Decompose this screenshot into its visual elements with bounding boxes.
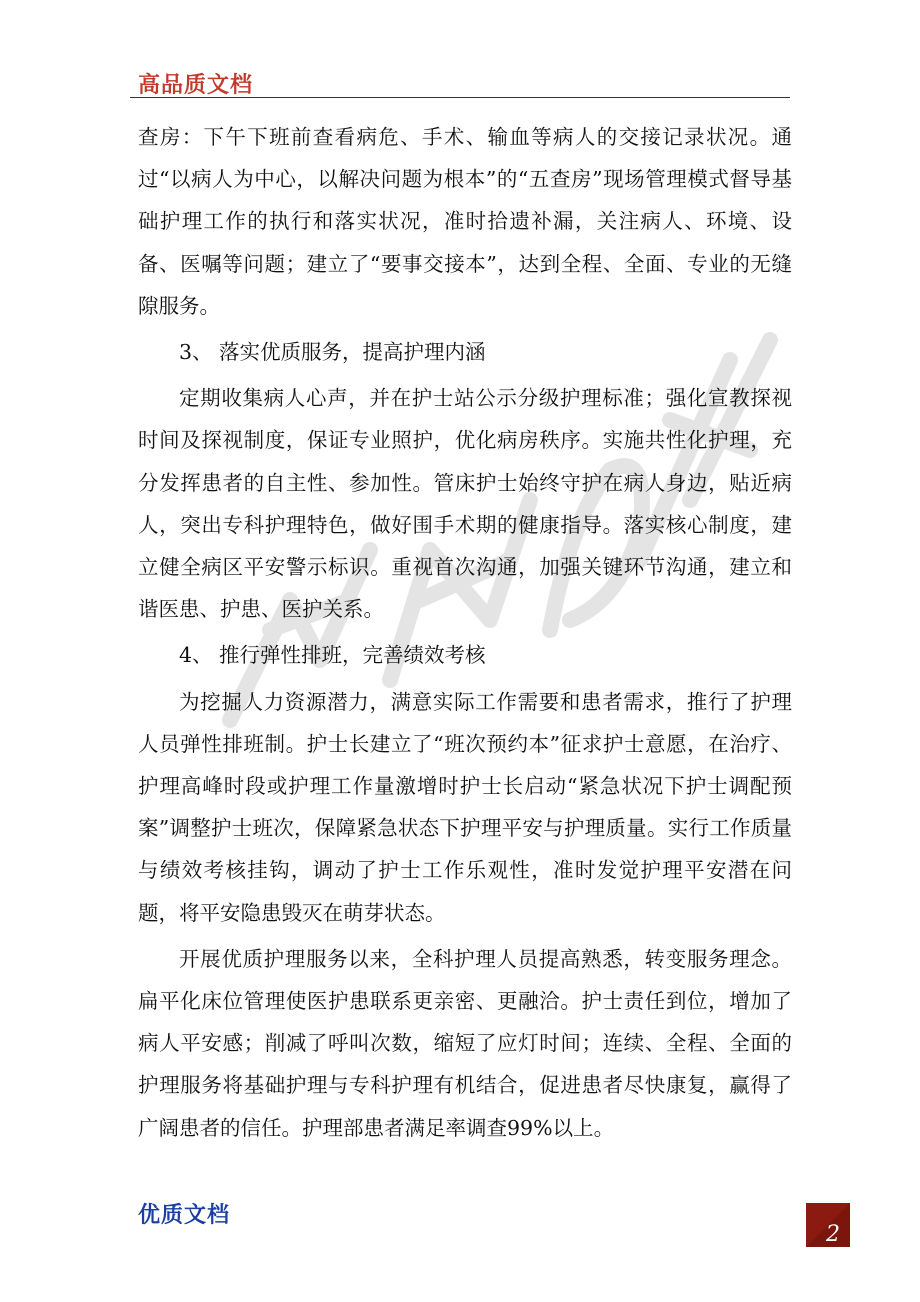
paragraph-flexible-scheduling: 为挖掘人力资源潜力，满意实际工作需要和患者需求，推行了护理人员弹性排班制。护士长建立了“班次预约本”征求护士意愿，在治疗、护理高峰时段或护理工作量激增时护士长启动“紧急状况下护士调配预案”调整护士班次，保障紧急状态下护理平安与护理质量。实行工作质量与绩效考核挂钩，调动了护士工作乐观性，准时发觉护理平安潜在问题，将平安隐患毁灭在萌芽状态。 <box>138 689 792 925</box>
paragraph-quality-service: 定期收集病人心声，并在护士站公示分级护理标准；强化宣教探视时间及探视制度，保证专业照护，优化病房秩序。实施共性化护理，充分发挥患者的自主性、参加性。管床护士始终守护在病人身边，贴近病人，突出专科护理特色，做好围手术期的健康指导。落实核心制度，建立健全病区平安警示标识。重视首次沟通，加强关键环节沟通，建立和谐医患、护患、医护关系。 <box>138 386 792 622</box>
paragraph-summary: 开展优质护理服务以来，全科护理人员提高熟悉，转变服务理念。扁平化床位管理使医护患联系更亲密、更融洽。护士责任到位，增加了病人平安感；削减了呼叫次数，缩短了应灯时间；连续、全程、全面的护理服务将基础护理与专科护理有机结合，促进患者尽快康复，赢得了广阔患者的信任。护理部患者满足率调查99%以上。 <box>138 946 792 1140</box>
section-heading-3: 3、 落实优质服务，提高护理内涵 <box>179 340 486 365</box>
document-body <box>138 116 792 1149</box>
header-divider <box>130 97 790 98</box>
paragraph-inspection: 查房：下午下班前查看病危、手术、输血等病人的交接记录状况。通过“以病人为中心，以解决问题为根本”的“五查房”现场管理模式督导基础护理工作的执行和落实状况，准时拾遗补漏，关注病人、环境、设备、医嘱等问题；建立了“要事交接本”，达到全程、全面、专业的无缝隙服务。 <box>138 125 792 318</box>
page-number: 2 <box>826 1222 840 1247</box>
footer-title: 优质文档 <box>138 1203 231 1228</box>
header-title: 高品质文档 <box>138 73 254 98</box>
section-heading-4: 4、 推行弹性排班，完善绩效考核 <box>179 643 486 668</box>
